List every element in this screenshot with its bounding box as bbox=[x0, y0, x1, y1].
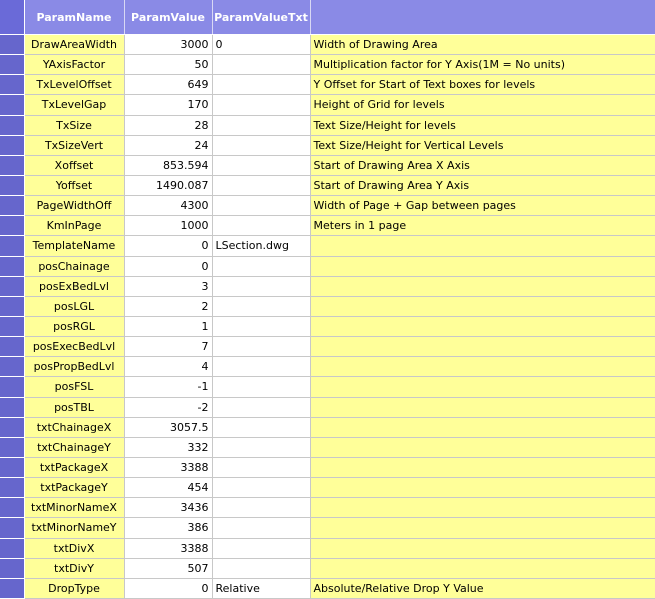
row-selector[interactable] bbox=[0, 357, 24, 377]
row-selector[interactable] bbox=[0, 457, 24, 477]
param-name-cell[interactable]: posTBL bbox=[24, 397, 124, 417]
param-value-cell[interactable]: 332 bbox=[124, 437, 212, 457]
description-cell[interactable] bbox=[310, 377, 655, 397]
param-value-txt-cell[interactable] bbox=[212, 296, 310, 316]
description-cell[interactable] bbox=[310, 558, 655, 578]
table-row[interactable] bbox=[0, 357, 655, 377]
description-cell[interactable] bbox=[310, 518, 655, 538]
param-value-txt-cell[interactable] bbox=[212, 498, 310, 518]
param-value-cell[interactable]: 0 bbox=[124, 578, 212, 598]
table-row[interactable] bbox=[0, 337, 655, 357]
table-row[interactable] bbox=[0, 377, 655, 397]
param-name-cell[interactable]: posRGL bbox=[24, 316, 124, 336]
table-row[interactable] bbox=[0, 35, 655, 55]
param-value-cell[interactable]: 386 bbox=[124, 518, 212, 538]
param-value-txt-cell[interactable] bbox=[212, 417, 310, 437]
table-row[interactable] bbox=[0, 518, 655, 538]
description-cell[interactable] bbox=[310, 397, 655, 417]
row-selector[interactable] bbox=[0, 316, 24, 336]
param-value-cell[interactable]: 1000 bbox=[124, 216, 212, 236]
row-selector[interactable] bbox=[0, 377, 24, 397]
param-name-cell[interactable]: posLGL bbox=[24, 296, 124, 316]
table-row[interactable] bbox=[0, 558, 655, 578]
row-selector[interactable] bbox=[0, 276, 24, 296]
param-value-txt-cell[interactable] bbox=[212, 196, 310, 216]
param-name-cell[interactable]: TxSizeVert bbox=[24, 135, 124, 155]
row-selector[interactable] bbox=[0, 337, 24, 357]
param-name-cell[interactable]: posPropBedLvl bbox=[24, 357, 124, 377]
description-cell[interactable]: Start of Drawing Area Y Axis bbox=[310, 175, 655, 195]
param-value-txt-cell[interactable] bbox=[212, 377, 310, 397]
row-selector[interactable] bbox=[0, 196, 24, 216]
param-name-cell[interactable]: posChainage bbox=[24, 256, 124, 276]
row-selector[interactable] bbox=[0, 115, 24, 135]
param-name-cell[interactable]: KmInPage bbox=[24, 216, 124, 236]
param-name-cell[interactable]: PageWidthOff bbox=[24, 196, 124, 216]
column-header-param-name[interactable]: ParamName bbox=[24, 0, 124, 35]
header-row bbox=[0, 0, 655, 35]
select-all-corner[interactable] bbox=[0, 0, 24, 35]
param-value-cell[interactable]: 649 bbox=[124, 75, 212, 95]
param-name-cell[interactable]: posExecBedLvl bbox=[24, 337, 124, 357]
param-name-cell[interactable]: txtMinorNameX bbox=[24, 498, 124, 518]
table-row[interactable] bbox=[0, 437, 655, 457]
row-selector[interactable] bbox=[0, 135, 24, 155]
param-value-txt-cell[interactable] bbox=[212, 538, 310, 558]
param-name-cell[interactable]: txtDivX bbox=[24, 538, 124, 558]
description-cell[interactable] bbox=[310, 337, 655, 357]
table-row[interactable] bbox=[0, 236, 655, 256]
param-name-cell[interactable]: TxSize bbox=[24, 115, 124, 135]
row-selector[interactable] bbox=[0, 478, 24, 498]
param-value-cell[interactable]: 0 bbox=[124, 236, 212, 256]
row-selector[interactable] bbox=[0, 498, 24, 518]
table-row[interactable] bbox=[0, 478, 655, 498]
description-cell[interactable]: Width of Drawing Area bbox=[310, 35, 655, 55]
description-cell[interactable] bbox=[310, 478, 655, 498]
param-value-cell[interactable]: 7 bbox=[124, 337, 212, 357]
description-cell[interactable] bbox=[310, 357, 655, 377]
description-cell[interactable]: Y Offset for Start of Text boxes for levels bbox=[310, 75, 655, 95]
param-value-cell[interactable]: 4300 bbox=[124, 196, 212, 216]
param-value-txt-cell[interactable] bbox=[212, 256, 310, 276]
param-value-cell[interactable]: 3388 bbox=[124, 457, 212, 477]
table-row[interactable] bbox=[0, 417, 655, 437]
table-row[interactable] bbox=[0, 538, 655, 558]
param-value-cell[interactable]: -2 bbox=[124, 397, 212, 417]
description-cell[interactable] bbox=[310, 457, 655, 477]
table-row[interactable] bbox=[0, 55, 655, 75]
table-row[interactable] bbox=[0, 135, 655, 155]
table-row[interactable] bbox=[0, 457, 655, 477]
param-value-txt-cell[interactable] bbox=[212, 175, 310, 195]
grid-body bbox=[0, 35, 655, 599]
param-name-cell[interactable]: Xoffset bbox=[24, 155, 124, 175]
description-cell[interactable] bbox=[310, 417, 655, 437]
table-row[interactable] bbox=[0, 95, 655, 115]
row-selector[interactable] bbox=[0, 417, 24, 437]
description-cell[interactable]: Text Size/Height for levels bbox=[310, 115, 655, 135]
table-row[interactable] bbox=[0, 196, 655, 216]
param-value-cell[interactable]: 853.594 bbox=[124, 155, 212, 175]
column-header-param-value[interactable]: ParamValue bbox=[124, 0, 212, 35]
row-selector[interactable] bbox=[0, 236, 24, 256]
row-selector[interactable] bbox=[0, 95, 24, 115]
param-value-cell[interactable]: 170 bbox=[124, 95, 212, 115]
row-selector[interactable] bbox=[0, 437, 24, 457]
row-selector[interactable] bbox=[0, 296, 24, 316]
param-name-cell[interactable]: DrawAreaWidth bbox=[24, 35, 124, 55]
param-name-cell[interactable]: YAxisFactor bbox=[24, 55, 124, 75]
table-row[interactable] bbox=[0, 316, 655, 336]
table-row[interactable] bbox=[0, 397, 655, 417]
row-selector[interactable] bbox=[0, 35, 24, 55]
param-value-cell[interactable]: -1 bbox=[124, 377, 212, 397]
param-name-cell[interactable]: txtDivY bbox=[24, 558, 124, 578]
row-selector[interactable] bbox=[0, 256, 24, 276]
description-cell[interactable] bbox=[310, 276, 655, 296]
description-cell[interactable]: Absolute/Relative Drop Y Value bbox=[310, 578, 655, 598]
param-value-cell[interactable]: 24 bbox=[124, 135, 212, 155]
param-value-cell[interactable]: 28 bbox=[124, 115, 212, 135]
param-value-cell[interactable]: 3 bbox=[124, 276, 212, 296]
param-name-cell[interactable]: txtPackageX bbox=[24, 457, 124, 477]
param-value-txt-cell[interactable] bbox=[212, 437, 310, 457]
param-value-cell[interactable]: 3000 bbox=[124, 35, 212, 55]
description-cell[interactable] bbox=[310, 316, 655, 336]
row-selector[interactable] bbox=[0, 518, 24, 538]
param-value-cell[interactable]: 1490.087 bbox=[124, 175, 212, 195]
description-cell[interactable]: Meters in 1 page bbox=[310, 216, 655, 236]
table-row[interactable] bbox=[0, 216, 655, 236]
param-value-cell[interactable]: 507 bbox=[124, 558, 212, 578]
param-value-cell[interactable]: 3436 bbox=[124, 498, 212, 518]
param-value-txt-cell[interactable]: Relative bbox=[212, 578, 310, 598]
description-cell[interactable]: Text Size/Height for Vertical Levels bbox=[310, 135, 655, 155]
description-cell[interactable] bbox=[310, 296, 655, 316]
param-name-cell[interactable]: DropType bbox=[24, 578, 124, 598]
param-name-cell[interactable]: txtPackageY bbox=[24, 478, 124, 498]
table-row[interactable] bbox=[0, 296, 655, 316]
table-row[interactable] bbox=[0, 498, 655, 518]
description-cell[interactable]: Height of Grid for levels bbox=[310, 95, 655, 115]
param-name-cell[interactable]: Yoffset bbox=[24, 175, 124, 195]
param-value-cell[interactable]: 4 bbox=[124, 357, 212, 377]
table-row[interactable] bbox=[0, 115, 655, 135]
row-selector[interactable] bbox=[0, 397, 24, 417]
param-value-txt-cell[interactable] bbox=[212, 95, 310, 115]
param-value-txt-cell[interactable]: 0 bbox=[212, 35, 310, 55]
param-name-cell[interactable]: txtMinorNameY bbox=[24, 518, 124, 538]
param-value-txt-cell[interactable] bbox=[212, 457, 310, 477]
param-value-cell[interactable]: 50 bbox=[124, 55, 212, 75]
param-value-txt-cell[interactable] bbox=[212, 276, 310, 296]
row-selector[interactable] bbox=[0, 75, 24, 95]
description-cell[interactable]: Start of Drawing Area X Axis bbox=[310, 155, 655, 175]
table-row[interactable] bbox=[0, 155, 655, 175]
param-value-txt-cell[interactable] bbox=[212, 135, 310, 155]
param-name-cell[interactable]: TemplateName bbox=[24, 236, 124, 256]
row-selector[interactable] bbox=[0, 155, 24, 175]
description-cell[interactable] bbox=[310, 437, 655, 457]
description-cell[interactable]: Width of Page + Gap between pages bbox=[310, 196, 655, 216]
table-row[interactable] bbox=[0, 256, 655, 276]
param-value-cell[interactable]: 1 bbox=[124, 316, 212, 336]
param-name-cell[interactable]: TxLevelGap bbox=[24, 95, 124, 115]
description-cell[interactable] bbox=[310, 236, 655, 256]
param-value-txt-cell[interactable] bbox=[212, 75, 310, 95]
param-value-cell[interactable]: 2 bbox=[124, 296, 212, 316]
description-cell[interactable]: Multiplication factor for Y Axis(1M = No units) bbox=[310, 55, 655, 75]
table-row[interactable] bbox=[0, 75, 655, 95]
param-value-txt-cell[interactable] bbox=[212, 155, 310, 175]
description-cell[interactable] bbox=[310, 256, 655, 276]
description-cell[interactable] bbox=[310, 498, 655, 518]
param-value-cell[interactable]: 454 bbox=[124, 478, 212, 498]
param-value-txt-cell[interactable] bbox=[212, 115, 310, 135]
param-value-txt-cell[interactable] bbox=[212, 216, 310, 236]
row-selector[interactable] bbox=[0, 175, 24, 195]
row-selector[interactable] bbox=[0, 558, 24, 578]
row-selector[interactable] bbox=[0, 538, 24, 558]
param-name-cell[interactable]: txtChainageX bbox=[24, 417, 124, 437]
param-name-cell[interactable]: posExBedLvl bbox=[24, 276, 124, 296]
column-header-description[interactable] bbox=[310, 0, 655, 35]
row-selector[interactable] bbox=[0, 216, 24, 236]
column-header-param-value-txt[interactable]: ParamValueTxt bbox=[212, 0, 310, 35]
param-value-txt-cell[interactable] bbox=[212, 397, 310, 417]
param-value-txt-cell[interactable] bbox=[212, 558, 310, 578]
description-cell[interactable] bbox=[310, 538, 655, 558]
row-selector[interactable] bbox=[0, 55, 24, 75]
table-row[interactable] bbox=[0, 175, 655, 195]
param-value-cell[interactable]: 0 bbox=[124, 256, 212, 276]
param-value-txt-cell[interactable]: LSection.dwg bbox=[212, 236, 310, 256]
param-name-cell[interactable]: txtChainageY bbox=[24, 437, 124, 457]
row-selector[interactable] bbox=[0, 578, 24, 598]
param-value-txt-cell[interactable] bbox=[212, 55, 310, 75]
table-row[interactable] bbox=[0, 578, 655, 598]
param-value-cell[interactable]: 3057.5 bbox=[124, 417, 212, 437]
param-value-txt-cell[interactable] bbox=[212, 518, 310, 538]
param-value-txt-cell[interactable] bbox=[212, 478, 310, 498]
param-value-cell[interactable]: 3388 bbox=[124, 538, 212, 558]
table-row[interactable] bbox=[0, 276, 655, 296]
param-name-cell[interactable]: posFSL bbox=[24, 377, 124, 397]
param-name-cell[interactable]: TxLevelOffset bbox=[24, 75, 124, 95]
param-value-txt-cell[interactable] bbox=[212, 316, 310, 336]
param-value-txt-cell[interactable] bbox=[212, 357, 310, 377]
param-value-txt-cell[interactable] bbox=[212, 337, 310, 357]
